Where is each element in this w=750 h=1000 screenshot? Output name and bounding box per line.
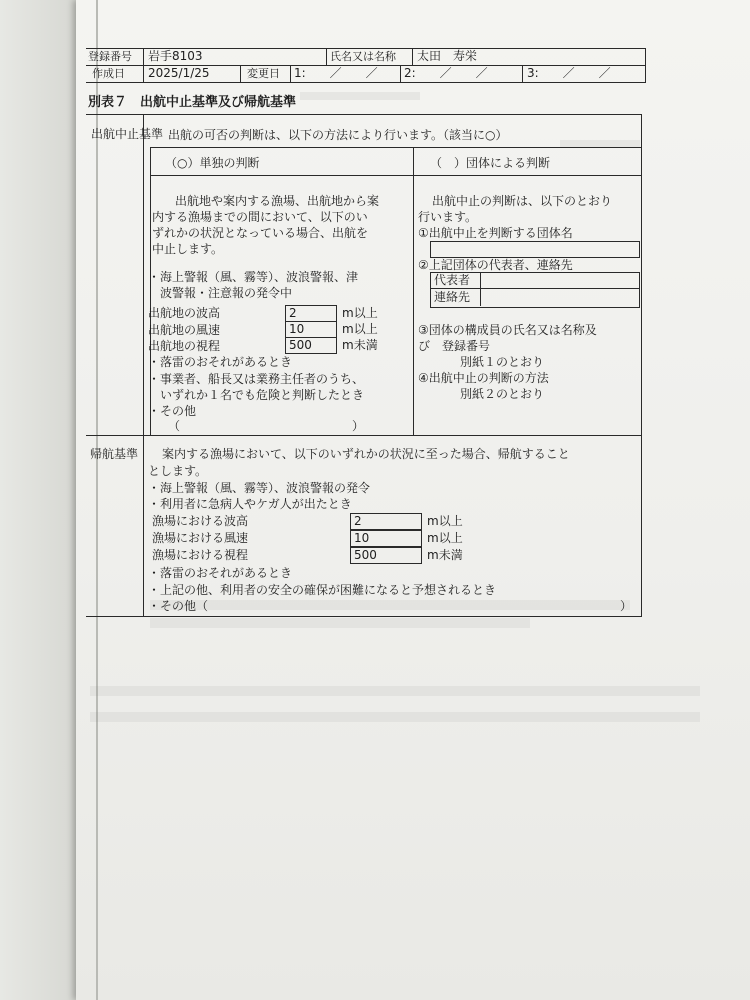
departure-wave-label: 出航地の波高	[148, 306, 221, 320]
return-other-close-paren: ）	[620, 599, 633, 613]
fishing-wind-unit: m以上	[427, 531, 463, 545]
fishing-visibility-unit: m未満	[427, 548, 463, 562]
name-label: 氏名又は名称	[330, 50, 396, 63]
name-value: 太田 寿栄	[417, 49, 478, 63]
contact-label: 連絡先	[434, 290, 471, 304]
section-title: 別表７ 出航中止基準及び帰航基準	[88, 95, 297, 110]
single-para-line1: 出航地や案内する漁場、出航地から案	[175, 194, 380, 208]
group-item-org-name: ①出航中止を判断する団体名	[418, 226, 573, 240]
return-bullet-safety: ・上記の他、利用者の安全の確保が困難になると予想されるとき	[148, 583, 497, 597]
fishing-wind-value: 10	[354, 531, 370, 545]
group-members-detail: 別紙１のとおり	[460, 355, 545, 369]
departure-wave-value: 2	[289, 306, 297, 320]
fishing-visibility-value: 500	[354, 548, 377, 562]
group-item-method: ④出航中止の判断の方法	[418, 371, 549, 385]
representative-label: 代表者	[434, 273, 471, 287]
binder-edge	[96, 0, 98, 1000]
single-other-close-paren: ）	[352, 419, 365, 433]
departure-visibility-unit: m未満	[342, 338, 378, 352]
return-bullet-other: ・その他（	[148, 599, 209, 613]
departure-visibility-value: 500	[289, 338, 312, 352]
departure-wind-unit: m以上	[342, 322, 378, 336]
departure-visibility-label: 出航地の視程	[148, 339, 221, 353]
fishing-wave-value: 2	[354, 514, 362, 528]
group-para-line1: 出航中止の判断は、以下のとおり	[432, 194, 613, 208]
departure-wind-value: 10	[289, 322, 305, 336]
stop-criteria-label: 出航中止基準	[91, 127, 164, 141]
created-date-label: 作成日	[92, 67, 125, 80]
single-bullet-other: ・その他	[148, 404, 197, 418]
group-para-line2: 行います。	[418, 210, 478, 224]
single-para-line3: ずれかの状況となっている場合、出航を	[152, 226, 369, 240]
return-criteria-label: 帰航基準	[90, 447, 139, 461]
created-date-value: 2025/1/25	[148, 66, 210, 80]
group-org-name-box	[430, 241, 640, 258]
group-method-detail: 別紙２のとおり	[460, 387, 545, 401]
return-bullet-warning: ・海上警報（風、霧等）、波浪警報の発令	[148, 481, 371, 495]
group-item-members-line2: び 登録番号	[418, 339, 491, 353]
registration-number-label: 登録番号	[88, 50, 132, 63]
change-date-3: 3: ／ ／	[527, 66, 611, 80]
return-para-line1: 案内する漁場において、以下のいずれかの状況に至った場合、帰航すること	[162, 447, 570, 461]
return-para-line2: とします。	[148, 464, 208, 478]
group-judgement-header: （ ）団体による判断	[430, 156, 551, 170]
fishing-visibility-label: 漁場における視程	[152, 548, 249, 562]
change-date-1: 1: ／ ／	[294, 66, 378, 80]
single-para-line2: 内する漁場までの間において、以下のい	[152, 210, 368, 224]
fishing-wave-unit: m以上	[427, 514, 463, 528]
fishing-wave-label: 漁場における波高	[152, 514, 249, 528]
departure-wave-unit: m以上	[342, 306, 378, 320]
departure-wind-label: 出航地の風速	[148, 323, 221, 337]
single-bullet-warning-line1: ・海上警報（風、霧等）、波浪警報、津	[148, 270, 359, 284]
fishing-wind-label: 漁場における風速	[152, 531, 249, 545]
single-bullet-danger-line2: いずれか１名でも危険と判断したとき	[148, 388, 365, 402]
single-bullet-lightning: ・落雷のおそれがあるとき	[148, 355, 293, 369]
return-bullet-injury: ・利用者に急病人やケガ人が出たとき	[148, 497, 352, 511]
change-date-2: 2: ／ ／	[404, 66, 488, 80]
registration-number-value: 岩手8103	[148, 49, 203, 63]
return-bullet-lightning: ・落雷のおそれがあるとき	[148, 566, 293, 580]
stop-intro: 出航の可否の判断は、以下の方法により行います。（該当に○）	[168, 128, 508, 142]
single-para-line4: 中止します。	[152, 242, 224, 256]
group-item-representative: ②上記団体の代表者、連絡先	[418, 258, 573, 272]
single-other-open-paren: （	[168, 419, 181, 433]
single-judgement-header: （○）単独の判断	[165, 156, 260, 170]
group-item-members-line1: ③団体の構成員の氏名又は名称及	[418, 323, 597, 337]
changed-date-label: 変更日	[247, 67, 280, 80]
single-bullet-warning-line2: 波警報・注意報の発令中	[148, 286, 293, 300]
single-bullet-danger-line1: ・事業者、船長又は業務主任者のうち、	[148, 372, 365, 386]
